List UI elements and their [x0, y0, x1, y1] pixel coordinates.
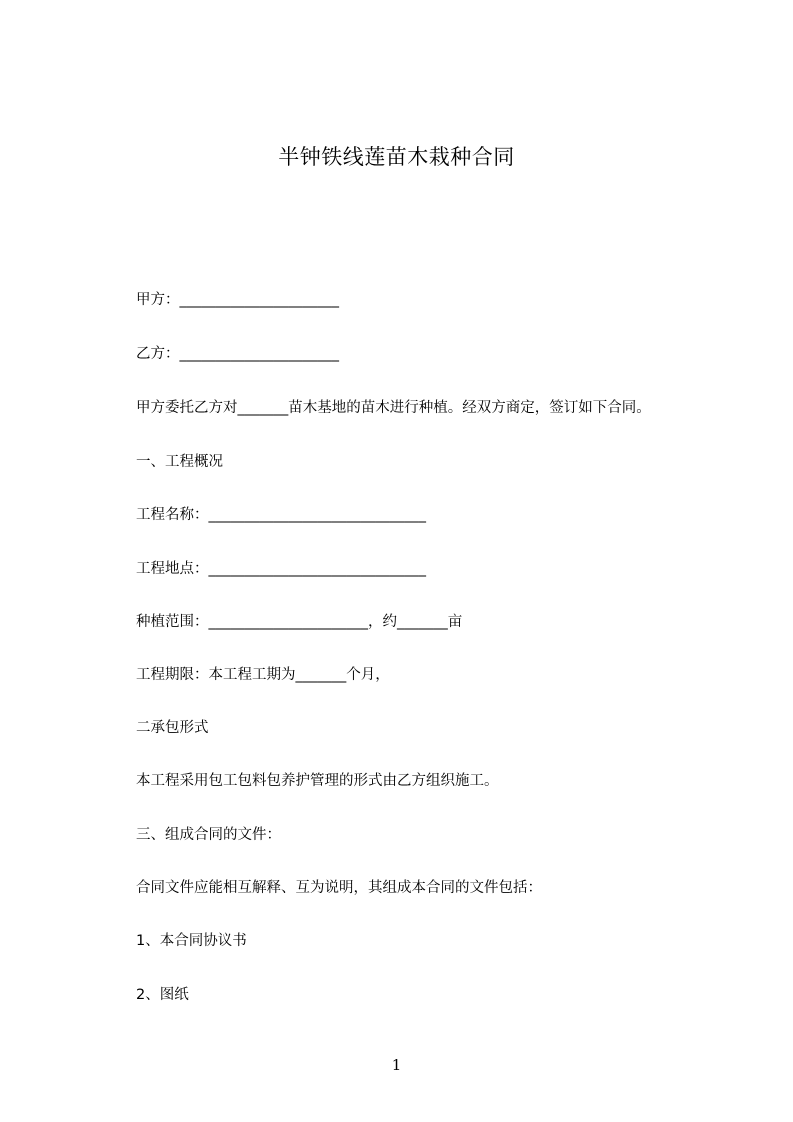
party-a-line: 甲方：______________________ [136, 292, 339, 308]
section-heading-project-overview: 一、工程概况 [136, 454, 223, 470]
project-location-line: 工程地点：______________________________ [136, 561, 426, 577]
list-item-agreement: 1、本合同协议书 [136, 933, 247, 949]
project-name-line: 工程名称：______________________________ [136, 507, 426, 523]
planting-scope-line: 种植范围：______________________，约_______亩 [136, 614, 463, 630]
project-duration-line: 工程期限：本工程工期为_______个月， [136, 667, 390, 683]
section-heading-contract-form: 二承包形式 [136, 720, 209, 736]
contract-form-paragraph: 本工程采用包工包料包养护管理的形式由乙方组织施工。 [136, 773, 499, 789]
section-heading-contract-documents: 三、组成合同的文件： [136, 827, 281, 843]
document-title: 半钟铁线莲苗木栽种合同 [278, 145, 515, 169]
page-number: 1 [391, 1056, 402, 1074]
party-b-line: 乙方：______________________ [136, 346, 339, 362]
contract-documents-paragraph: 合同文件应能相互解释、互为说明，其组成本合同的文件包括： [136, 880, 542, 896]
intro-paragraph: 甲方委托乙方对_______苗木基地的苗木进行种植。经双方商定，签订如下合同。 [136, 400, 651, 416]
list-item-drawings: 2、图纸 [136, 987, 189, 1003]
